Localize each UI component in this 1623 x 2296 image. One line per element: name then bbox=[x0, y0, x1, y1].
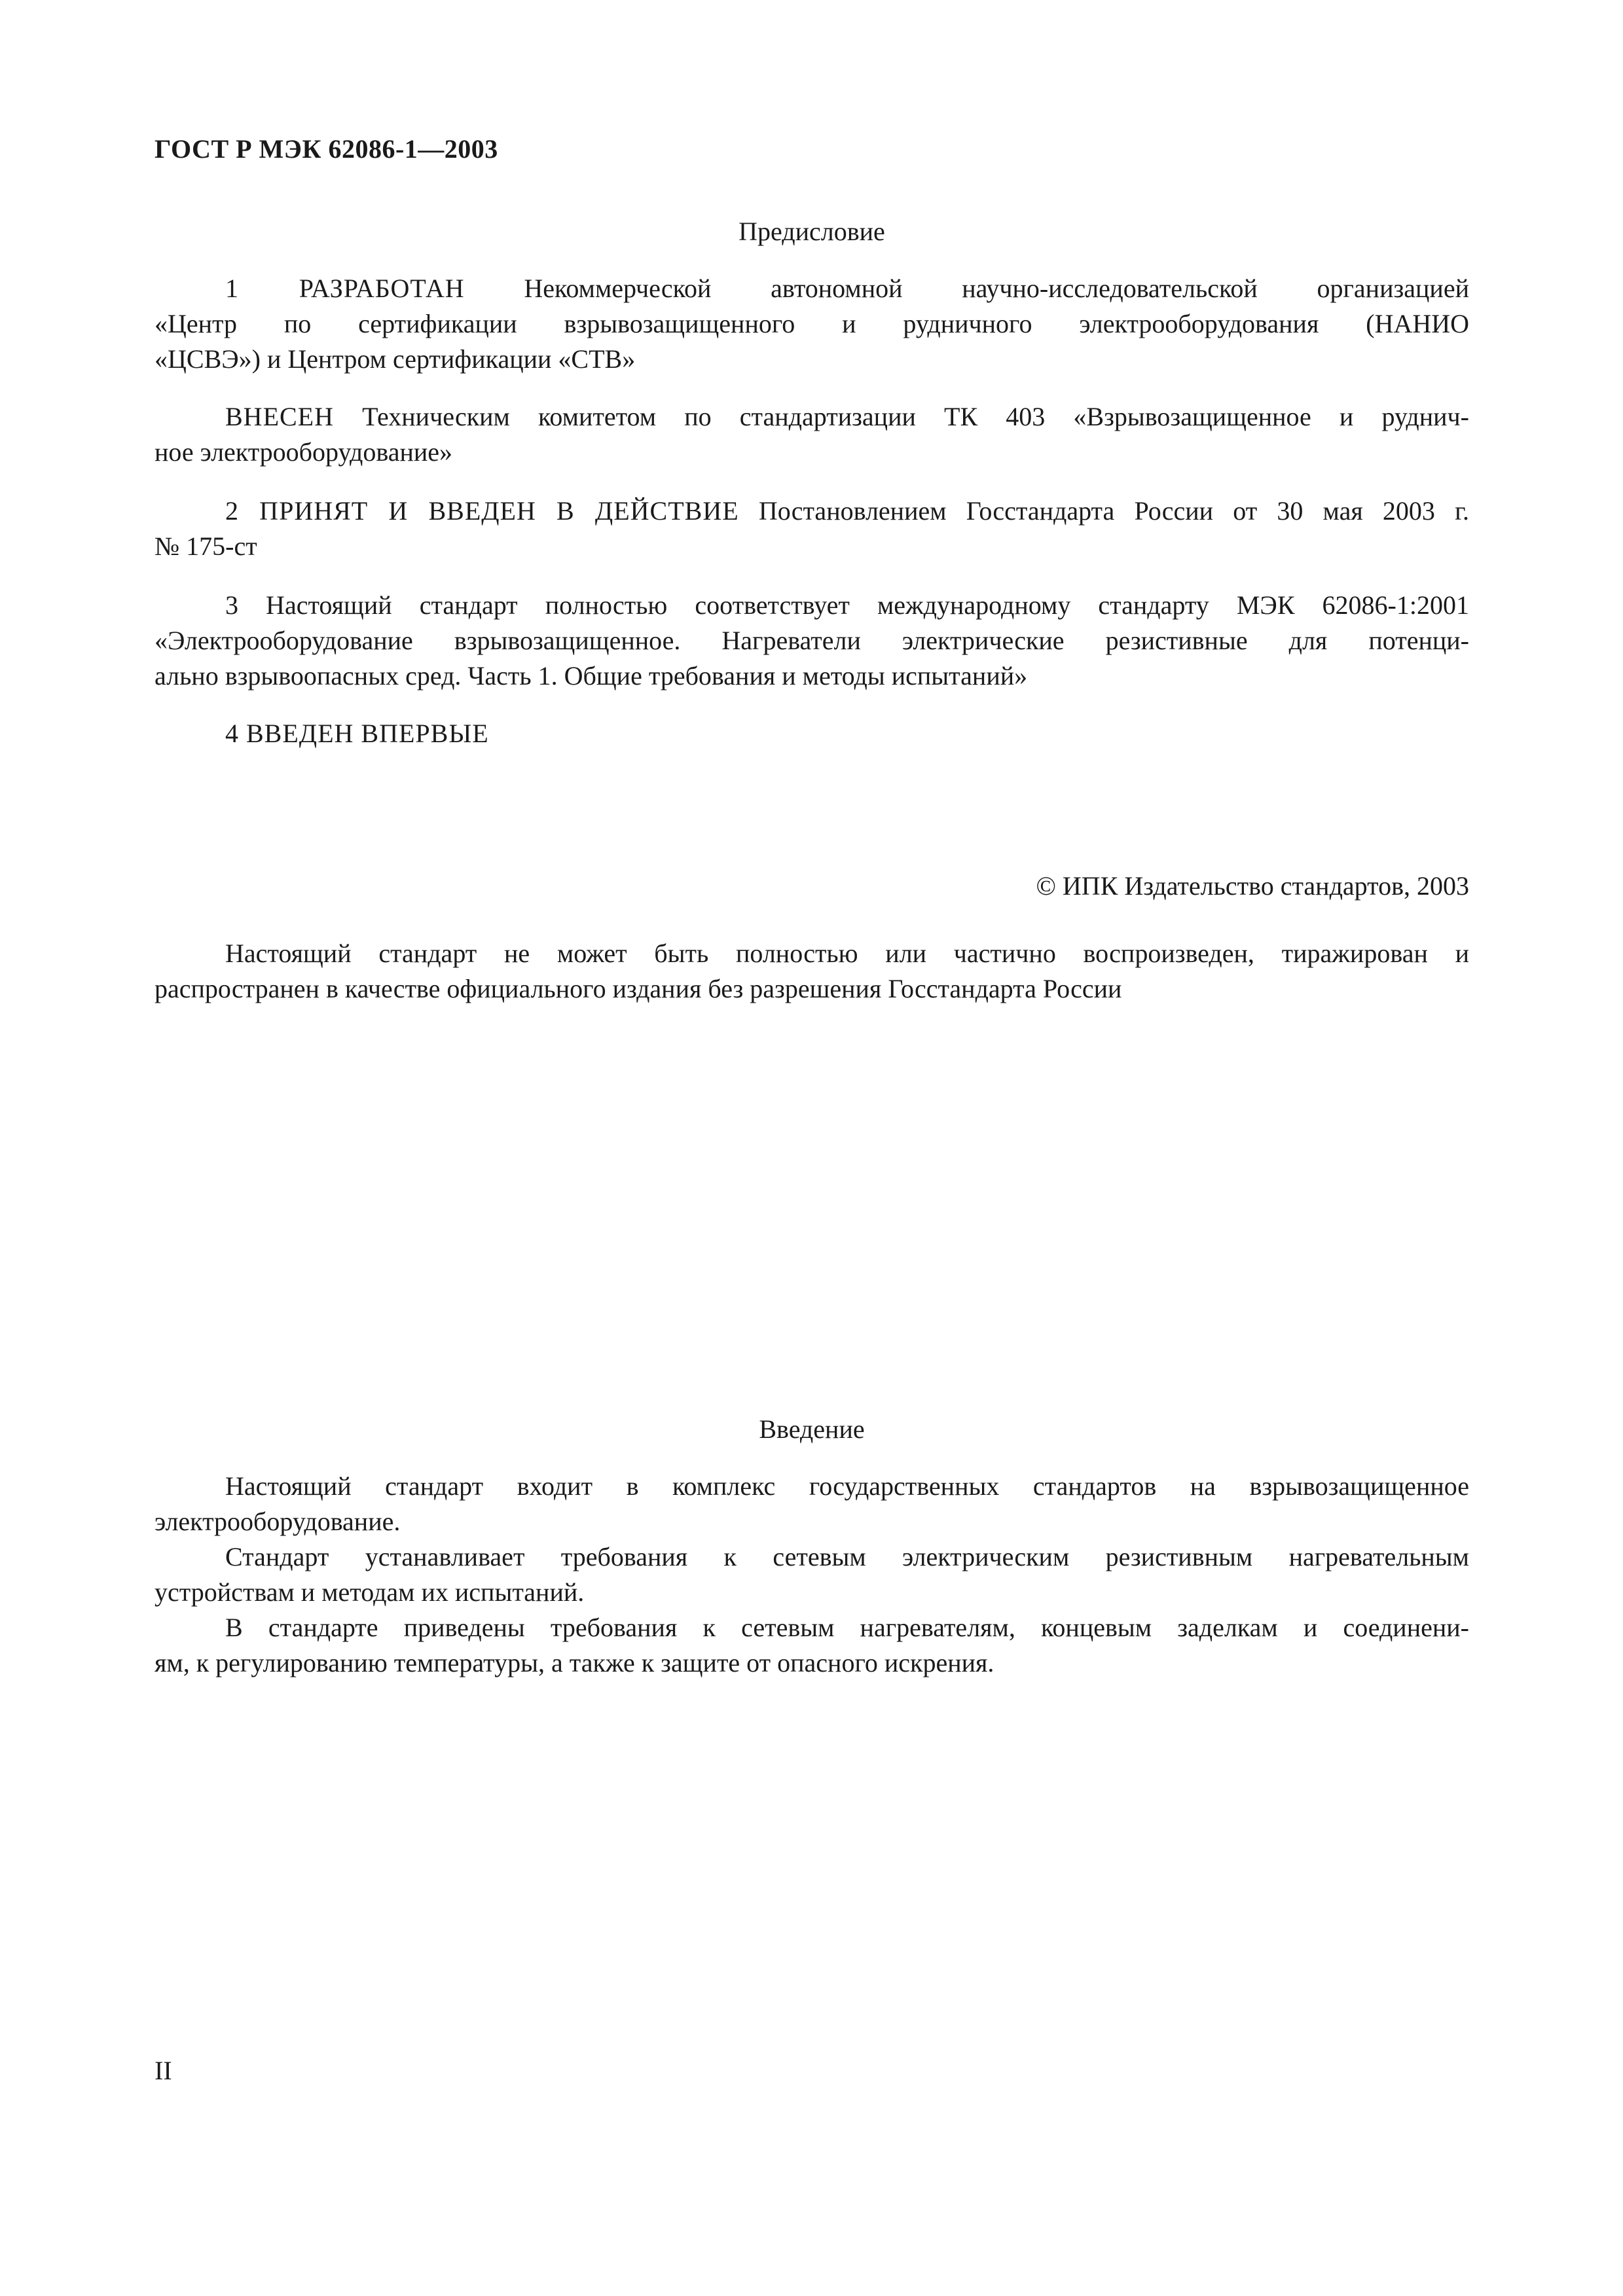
foreword-item-3-line-2: «Электрооборудование взрывозащищенное. Нагреватели электрические резистивные для потенци- bbox=[155, 626, 1469, 655]
foreword-item-2-line-2: № 175-ст bbox=[155, 531, 257, 561]
foreword-item-4-line-1: 4 ВВЕДЕН ВПЕРВЫЕ bbox=[225, 719, 489, 748]
rights-notice-line-2: распространен в качестве официального издания без разрешения Госстандарта России bbox=[155, 974, 1122, 1003]
introduction-p3-line-1: В стандарте приведены требования к сетевым нагревателям, концевым заделкам и соединени- bbox=[225, 1613, 1469, 1642]
foreword-submitted-lead: ВНЕСЕН bbox=[225, 402, 334, 431]
introduction-p1-line-2: электрооборудование. bbox=[155, 1507, 401, 1536]
rights-notice-line-1: Настоящий стандарт не может быть полностью или частично воспроизведен, тиражирован и bbox=[225, 939, 1469, 968]
foreword-item-2 bbox=[155, 493, 1469, 564]
introduction-p3-line-2: ям, к регулированию температуры, а также к защите от опасного искрения. bbox=[155, 1648, 994, 1677]
foreword-item-2-line-1 bbox=[155, 493, 1469, 529]
foreword-item-1-lead: 1 РАЗРАБОТАН bbox=[225, 274, 465, 303]
foreword-item-1-line-1 bbox=[155, 271, 1469, 306]
foreword-item-3-line-1: 3 Настоящий стандарт полностью соответствует международному стандарту МЭК 62086-1:2001 bbox=[225, 590, 1469, 620]
foreword-item-2-lead: 2 ПРИНЯТ И ВВЕДЕН В ДЕЙСТВИЕ bbox=[225, 496, 739, 526]
introduction-p2-line-1: Стандарт устанавливает требования к сетевым электрическим резистивным нагревательным bbox=[225, 1542, 1469, 1571]
foreword-submitted bbox=[155, 399, 1469, 470]
foreword-item-1-line-2: «Центр по сертификации взрывозащищенного и рудничного электрооборудования (НАНИО bbox=[155, 309, 1469, 338]
foreword-item-4 bbox=[155, 716, 1469, 751]
foreword-item-1 bbox=[155, 271, 1469, 377]
rights-notice bbox=[155, 936, 1469, 1007]
introduction-p1-line-1: Настоящий стандарт входит в комплекс государственных стандартов на взрывозащищенное bbox=[225, 1471, 1469, 1501]
foreword-submitted-line-2: ное электрооборудование» bbox=[155, 437, 453, 467]
introduction-body bbox=[155, 1469, 1469, 1681]
introduction-p2-line-2: устройствам и методам их испытаний. bbox=[155, 1577, 585, 1607]
foreword-submitted-text: Техническим комитетом по стандартизации ТК 403 «Взрывозащищенное и руднич- bbox=[362, 402, 1469, 431]
foreword-item-1-text: Некоммерческой автономной научно-исследовательской организацией bbox=[524, 274, 1470, 303]
copyright-notice: © ИПК Издательство стандартов, 2003 bbox=[1036, 871, 1469, 901]
page-number: II bbox=[155, 2056, 172, 2085]
document-identifier: ГОСТ Р МЭК 62086-1—2003 bbox=[155, 134, 498, 164]
foreword-item-3 bbox=[155, 588, 1469, 694]
foreword-item-1-line-3: «ЦСВЭ») и Центром сертификации «СТВ» bbox=[155, 344, 636, 374]
introduction-title: Введение bbox=[759, 1414, 865, 1444]
foreword-submitted-line-1 bbox=[155, 399, 1469, 435]
foreword-item-3-line-3: ально взрывоопасных сред. Часть 1. Общие требования и методы испытаний» bbox=[155, 661, 1028, 691]
foreword-title: Предисловие bbox=[739, 217, 885, 246]
foreword-item-2-text: Постановлением Госстандарта России от 30 мая 2003 г. bbox=[758, 496, 1469, 526]
